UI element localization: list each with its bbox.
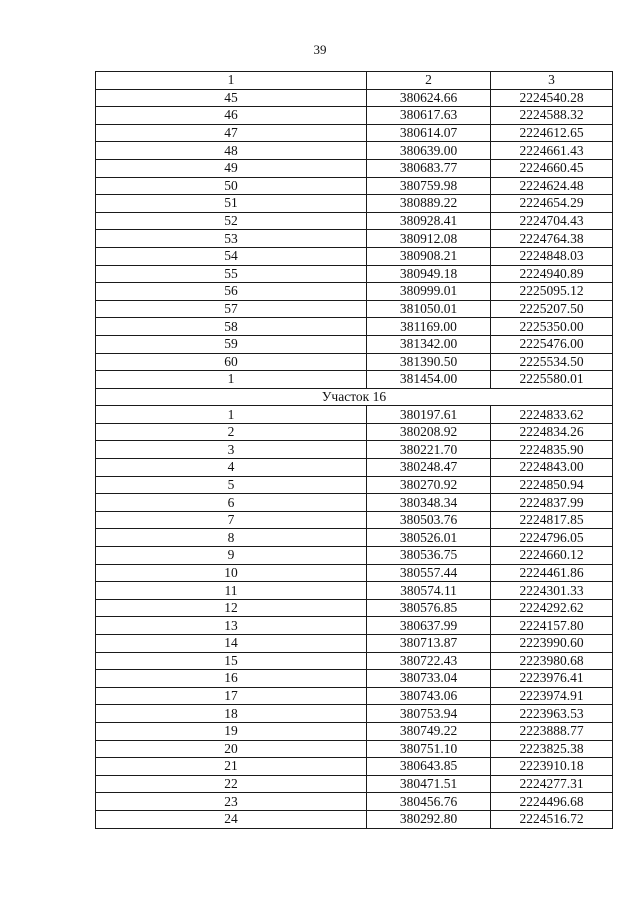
point-number-cell: 5 <box>96 476 367 494</box>
x-coordinate-cell: 380753.94 <box>367 705 491 723</box>
table-row <box>96 441 613 459</box>
x-coordinate-cell: 380536.75 <box>367 547 491 565</box>
column-header-x: 2 <box>367 72 491 90</box>
point-number-cell: 15 <box>96 652 367 670</box>
table-row <box>96 529 613 547</box>
table-row <box>96 511 613 529</box>
y-coordinate-cell: 2224764.38 <box>491 230 613 248</box>
table-row <box>96 722 613 740</box>
point-number-cell: 60 <box>96 353 367 371</box>
point-number-cell: 51 <box>96 195 367 213</box>
table-row <box>96 124 613 142</box>
x-coordinate-cell: 380928.41 <box>367 212 491 230</box>
y-coordinate-cell: 2224835.90 <box>491 441 613 459</box>
point-number-cell: 58 <box>96 318 367 336</box>
point-number-cell: 4 <box>96 459 367 477</box>
table-row <box>96 740 613 758</box>
table-row <box>96 371 613 389</box>
y-coordinate-cell: 2224660.45 <box>491 159 613 177</box>
x-coordinate-cell: 380526.01 <box>367 529 491 547</box>
table-row <box>96 230 613 248</box>
table-row <box>96 617 613 635</box>
table-row <box>96 793 613 811</box>
table-row <box>96 335 613 353</box>
table-row <box>96 89 613 107</box>
table-row <box>96 212 613 230</box>
table-row <box>96 353 613 371</box>
table-row <box>96 758 613 776</box>
y-coordinate-cell: 2224496.68 <box>491 793 613 811</box>
point-number-cell: 17 <box>96 687 367 705</box>
point-number-cell: 11 <box>96 582 367 600</box>
point-number-cell: 57 <box>96 300 367 318</box>
x-coordinate-cell: 380624.66 <box>367 89 491 107</box>
x-coordinate-cell: 380557.44 <box>367 564 491 582</box>
table-row <box>96 406 613 424</box>
table-row <box>96 177 613 195</box>
point-number-cell: 1 <box>96 371 367 389</box>
x-coordinate-cell: 380759.98 <box>367 177 491 195</box>
point-number-cell: 2 <box>96 423 367 441</box>
point-number-cell: 59 <box>96 335 367 353</box>
column-header-point: 1 <box>96 72 367 90</box>
y-coordinate-cell: 2224588.32 <box>491 107 613 125</box>
table-row <box>96 547 613 565</box>
x-coordinate-cell: 380576.85 <box>367 599 491 617</box>
y-coordinate-cell: 2224704.43 <box>491 212 613 230</box>
table-row <box>96 459 613 477</box>
point-number-cell: 53 <box>96 230 367 248</box>
y-coordinate-cell: 2223825.38 <box>491 740 613 758</box>
y-coordinate-cell: 2224157.80 <box>491 617 613 635</box>
y-coordinate-cell: 2225476.00 <box>491 335 613 353</box>
y-coordinate-cell: 2225580.01 <box>491 371 613 389</box>
x-coordinate-cell: 380270.92 <box>367 476 491 494</box>
x-coordinate-cell: 380348.34 <box>367 494 491 512</box>
table-row <box>96 300 613 318</box>
y-coordinate-cell: 2224660.12 <box>491 547 613 565</box>
x-coordinate-cell: 380908.21 <box>367 247 491 265</box>
x-coordinate-cell: 380713.87 <box>367 635 491 653</box>
point-number-cell: 3 <box>96 441 367 459</box>
point-number-cell: 10 <box>96 564 367 582</box>
table-row <box>96 810 613 828</box>
y-coordinate-cell: 2223910.18 <box>491 758 613 776</box>
point-number-cell: 49 <box>96 159 367 177</box>
table-row <box>96 195 613 213</box>
point-number-cell: 54 <box>96 247 367 265</box>
x-coordinate-cell: 380574.11 <box>367 582 491 600</box>
y-coordinate-cell: 2224837.99 <box>491 494 613 512</box>
x-coordinate-cell: 380733.04 <box>367 670 491 688</box>
x-coordinate-cell: 380292.80 <box>367 810 491 828</box>
y-coordinate-cell: 2223976.41 <box>491 670 613 688</box>
table-row <box>96 318 613 336</box>
table-row <box>96 494 613 512</box>
table-row <box>96 107 613 125</box>
point-number-cell: 56 <box>96 283 367 301</box>
x-coordinate-cell: 380208.92 <box>367 423 491 441</box>
section-label: Участок 16 <box>96 388 613 406</box>
x-coordinate-cell: 380471.51 <box>367 775 491 793</box>
x-coordinate-cell: 380197.61 <box>367 406 491 424</box>
point-number-cell: 52 <box>96 212 367 230</box>
table-row <box>96 775 613 793</box>
y-coordinate-cell: 2224301.33 <box>491 582 613 600</box>
x-coordinate-cell: 380221.70 <box>367 441 491 459</box>
x-coordinate-cell: 381390.50 <box>367 353 491 371</box>
table-row <box>96 599 613 617</box>
x-coordinate-cell: 381169.00 <box>367 318 491 336</box>
y-coordinate-cell: 2224817.85 <box>491 511 613 529</box>
y-coordinate-cell: 2225350.00 <box>491 318 613 336</box>
y-coordinate-cell: 2224540.28 <box>491 89 613 107</box>
y-coordinate-cell: 2224277.31 <box>491 775 613 793</box>
x-coordinate-cell: 380643.85 <box>367 758 491 776</box>
y-coordinate-cell: 2224612.65 <box>491 124 613 142</box>
point-number-cell: 45 <box>96 89 367 107</box>
x-coordinate-cell: 380614.07 <box>367 124 491 142</box>
x-coordinate-cell: 380456.76 <box>367 793 491 811</box>
y-coordinate-cell: 2224843.00 <box>491 459 613 477</box>
table-row <box>96 705 613 723</box>
x-coordinate-cell: 380749.22 <box>367 722 491 740</box>
y-coordinate-cell: 2224833.62 <box>491 406 613 424</box>
point-number-cell: 19 <box>96 722 367 740</box>
table-row <box>96 582 613 600</box>
page-number: 39 <box>313 42 327 57</box>
table-row <box>96 159 613 177</box>
point-number-cell: 23 <box>96 793 367 811</box>
x-coordinate-cell: 380637.99 <box>367 617 491 635</box>
point-number-cell: 8 <box>96 529 367 547</box>
point-number-cell: 18 <box>96 705 367 723</box>
y-coordinate-cell: 2225207.50 <box>491 300 613 318</box>
x-coordinate-cell: 380683.77 <box>367 159 491 177</box>
point-number-cell: 9 <box>96 547 367 565</box>
table-row <box>96 670 613 688</box>
coordinates-table <box>95 71 613 829</box>
x-coordinate-cell: 381342.00 <box>367 335 491 353</box>
point-number-cell: 1 <box>96 406 367 424</box>
x-coordinate-cell: 380722.43 <box>367 652 491 670</box>
table-row <box>96 423 613 441</box>
x-coordinate-cell: 380912.08 <box>367 230 491 248</box>
point-number-cell: 21 <box>96 758 367 776</box>
table-row <box>96 265 613 283</box>
y-coordinate-cell: 2224461.86 <box>491 564 613 582</box>
table-row <box>96 476 613 494</box>
y-coordinate-cell: 2225095.12 <box>491 283 613 301</box>
table-header-row <box>96 72 613 90</box>
point-number-cell: 6 <box>96 494 367 512</box>
table-row <box>96 635 613 653</box>
x-coordinate-cell: 380889.22 <box>367 195 491 213</box>
y-coordinate-cell: 2224661.43 <box>491 142 613 160</box>
y-coordinate-cell: 2224292.62 <box>491 599 613 617</box>
point-number-cell: 14 <box>96 635 367 653</box>
column-header-y: 3 <box>491 72 613 90</box>
table-row <box>96 652 613 670</box>
section-row <box>96 388 613 406</box>
point-number-cell: 22 <box>96 775 367 793</box>
x-coordinate-cell: 380949.18 <box>367 265 491 283</box>
x-coordinate-cell: 380743.06 <box>367 687 491 705</box>
point-number-cell: 50 <box>96 177 367 195</box>
y-coordinate-cell: 2224940.89 <box>491 265 613 283</box>
point-number-cell: 55 <box>96 265 367 283</box>
y-coordinate-cell: 2224848.03 <box>491 247 613 265</box>
point-number-cell: 48 <box>96 142 367 160</box>
y-coordinate-cell: 2223888.77 <box>491 722 613 740</box>
x-coordinate-cell: 380503.76 <box>367 511 491 529</box>
y-coordinate-cell: 2224654.29 <box>491 195 613 213</box>
point-number-cell: 16 <box>96 670 367 688</box>
point-number-cell: 47 <box>96 124 367 142</box>
x-coordinate-cell: 380999.01 <box>367 283 491 301</box>
y-coordinate-cell: 2224796.05 <box>491 529 613 547</box>
table-row <box>96 142 613 160</box>
point-number-cell: 20 <box>96 740 367 758</box>
y-coordinate-cell: 2224834.26 <box>491 423 613 441</box>
table-row <box>96 247 613 265</box>
y-coordinate-cell: 2225534.50 <box>491 353 613 371</box>
x-coordinate-cell: 380248.47 <box>367 459 491 477</box>
table-row <box>96 564 613 582</box>
x-coordinate-cell: 380751.10 <box>367 740 491 758</box>
point-number-cell: 13 <box>96 617 367 635</box>
y-coordinate-cell: 2224850.94 <box>491 476 613 494</box>
y-coordinate-cell: 2223990.60 <box>491 635 613 653</box>
point-number-cell: 24 <box>96 810 367 828</box>
point-number-cell: 46 <box>96 107 367 125</box>
x-coordinate-cell: 380639.00 <box>367 142 491 160</box>
y-coordinate-cell: 2223980.68 <box>491 652 613 670</box>
y-coordinate-cell: 2224516.72 <box>491 810 613 828</box>
y-coordinate-cell: 2224624.48 <box>491 177 613 195</box>
table-row <box>96 283 613 301</box>
point-number-cell: 12 <box>96 599 367 617</box>
y-coordinate-cell: 2223963.53 <box>491 705 613 723</box>
table-row <box>96 687 613 705</box>
x-coordinate-cell: 380617.63 <box>367 107 491 125</box>
x-coordinate-cell: 381454.00 <box>367 371 491 389</box>
x-coordinate-cell: 381050.01 <box>367 300 491 318</box>
y-coordinate-cell: 2223974.91 <box>491 687 613 705</box>
point-number-cell: 7 <box>96 511 367 529</box>
